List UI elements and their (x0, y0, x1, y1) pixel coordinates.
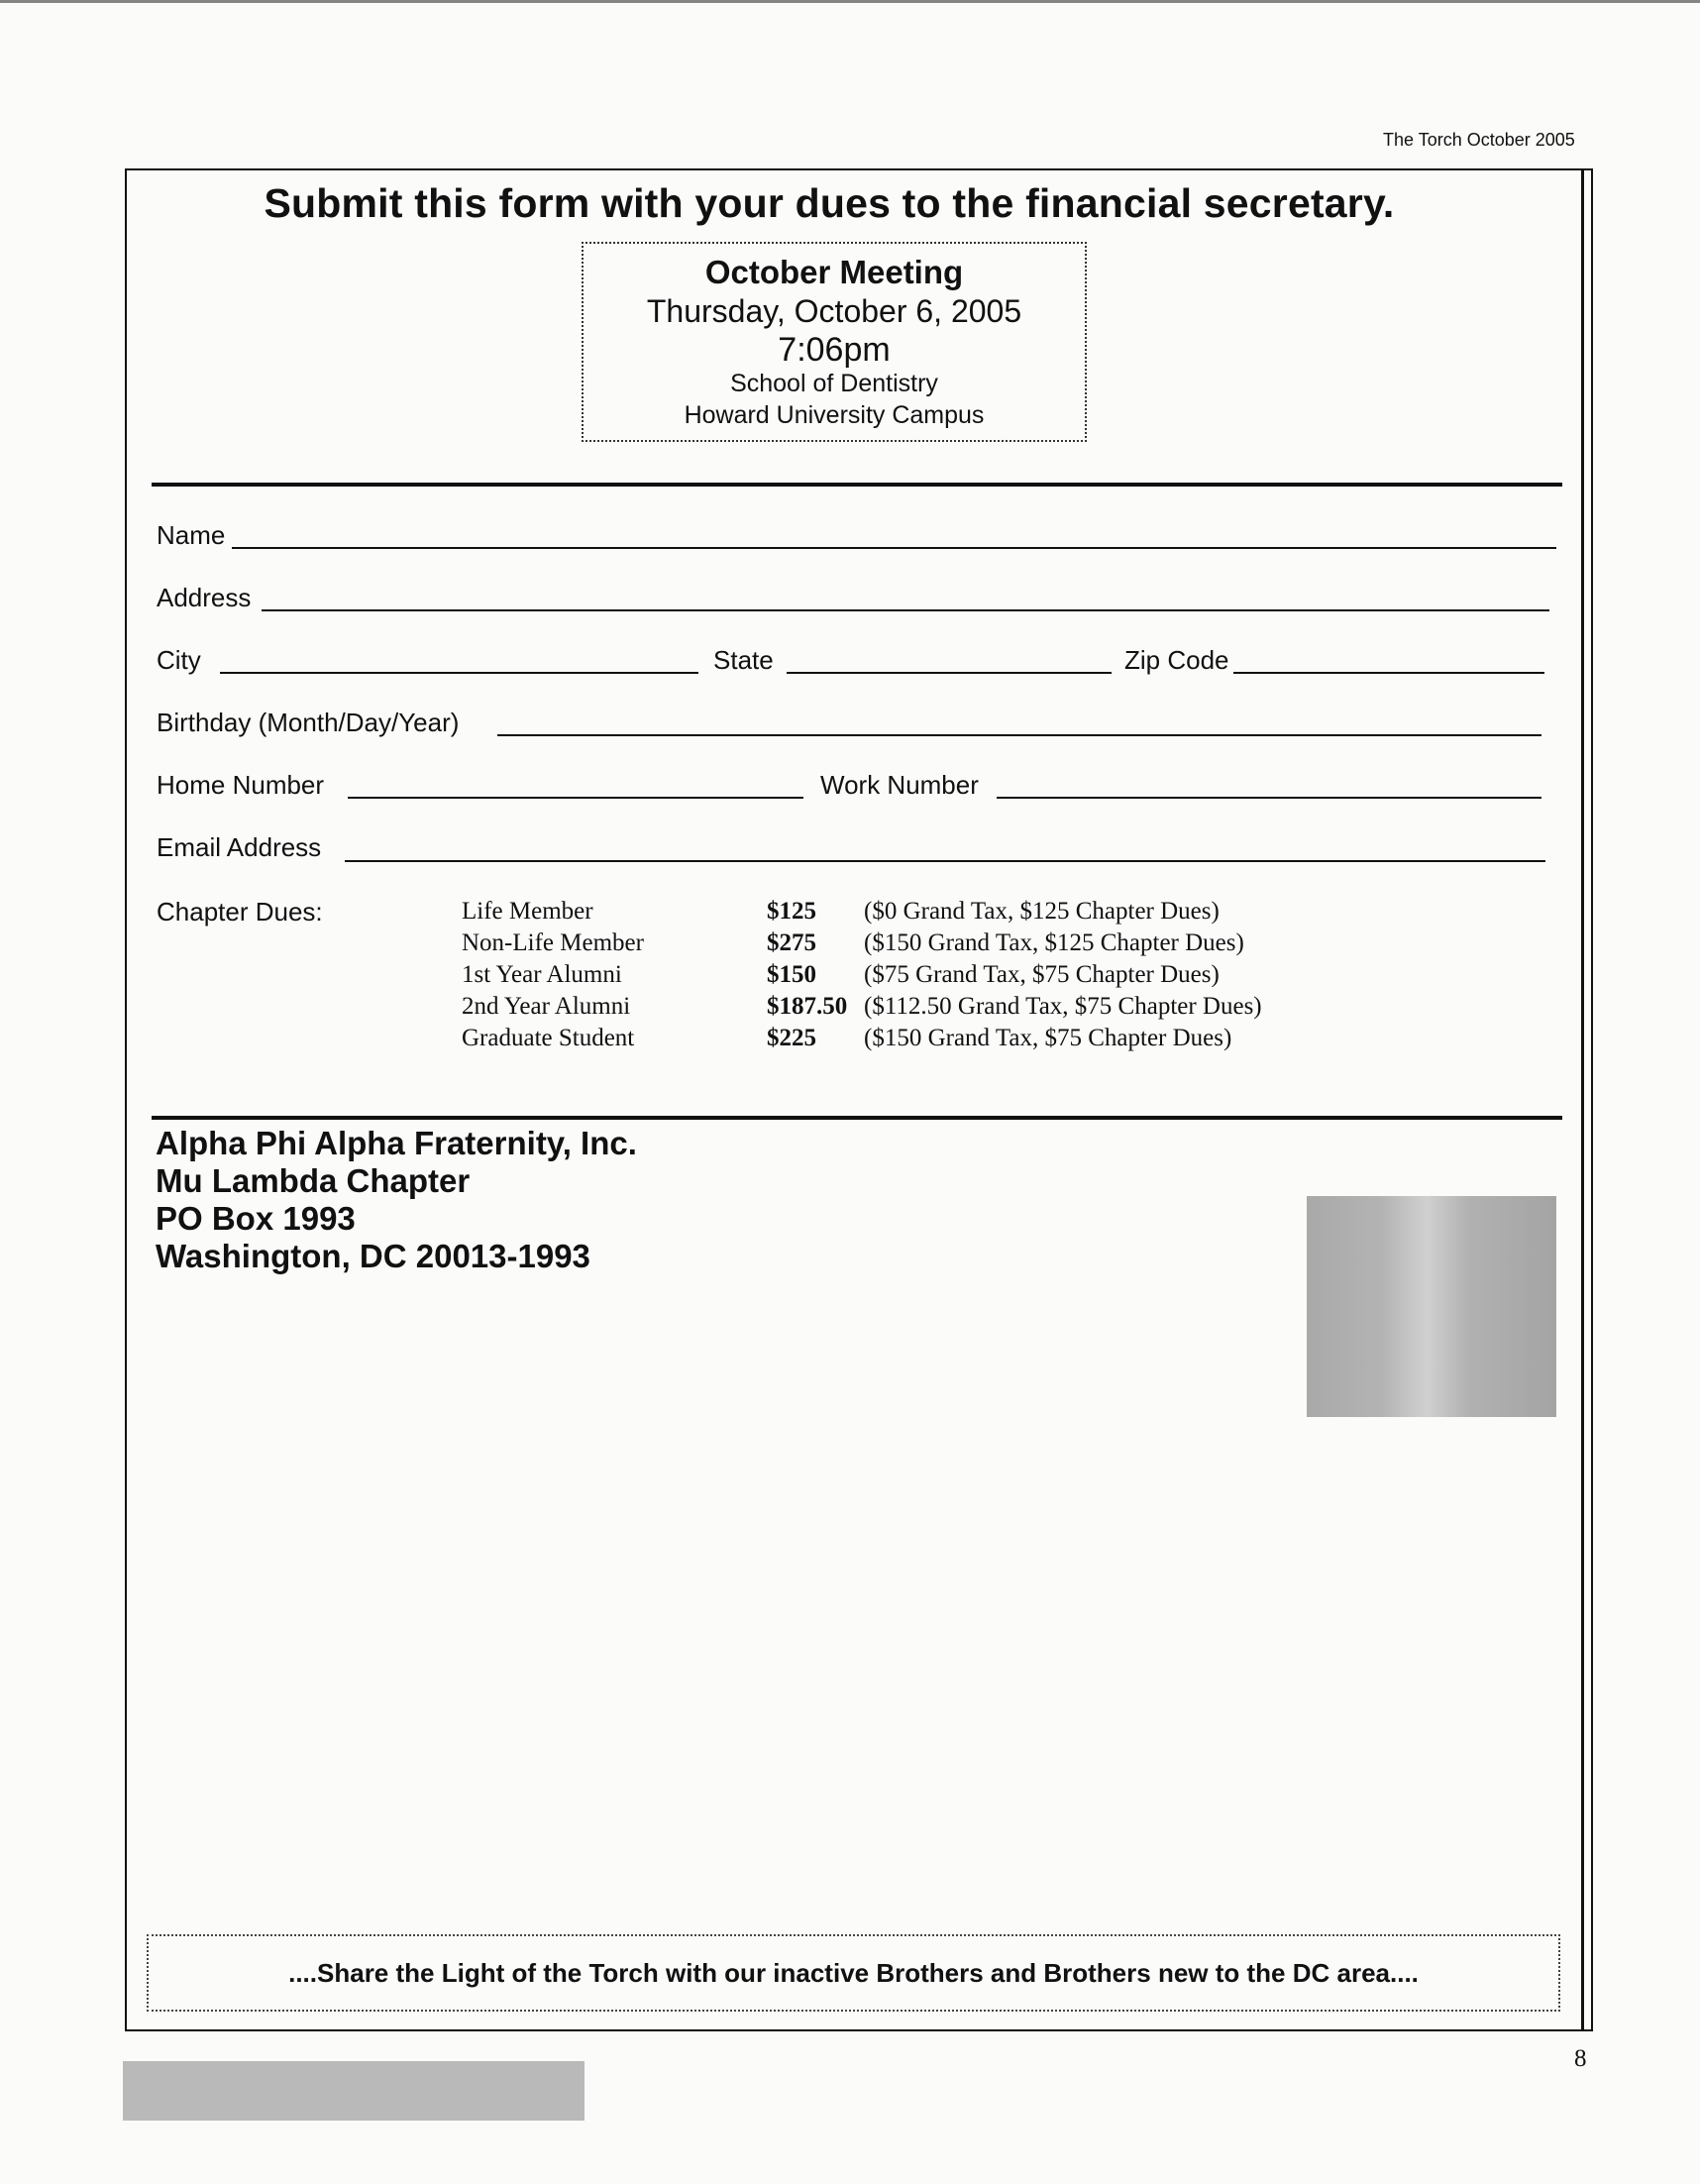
meeting-title: October Meeting (704, 254, 964, 290)
address-label: Address (157, 583, 252, 612)
section-divider-top (152, 483, 1562, 487)
frame-right-border (1581, 170, 1584, 2029)
dues-category: 1st Year Alumni (462, 961, 622, 988)
dues-amount: $187.50 (767, 993, 848, 1020)
city-label: City (157, 645, 201, 675)
section-divider-bottom (152, 1116, 1562, 1120)
mailing-po-box: PO Box 1993 (156, 1200, 356, 1237)
mailing-label-area (1307, 1196, 1556, 1417)
state-label: State (713, 645, 774, 675)
birthday-field[interactable] (497, 734, 1541, 736)
work-number-label: Work Number (820, 770, 979, 800)
dues-breakdown: ($0 Grand Tax, $125 Chapter Dues) (864, 898, 1220, 925)
footer-banner (147, 1934, 1560, 2012)
zip-code-label: Zip Code (1124, 645, 1229, 675)
home-number-label: Home Number (157, 770, 325, 800)
dues-amount: $150 (767, 961, 816, 988)
meeting-date: Thursday, October 6, 2005 (646, 293, 1022, 329)
scan-gray-patch (123, 2061, 584, 2121)
meeting-info-box (582, 242, 1087, 442)
name-field[interactable] (232, 547, 1556, 549)
dues-amount: $275 (767, 929, 816, 956)
state-field[interactable] (787, 672, 1112, 674)
dues-category: 2nd Year Alumni (462, 993, 631, 1020)
meeting-campus: Howard University Campus (684, 401, 985, 429)
dues-breakdown: ($112.50 Grand Tax, $75 Chapter Dues) (864, 993, 1262, 1020)
dues-category: Life Member (462, 898, 593, 925)
dues-category: Non-Life Member (462, 929, 644, 956)
dues-breakdown: ($150 Grand Tax, $75 Chapter Dues) (864, 1025, 1232, 1051)
dues-breakdown: ($150 Grand Tax, $125 Chapter Dues) (864, 929, 1244, 956)
city-field[interactable] (220, 672, 698, 674)
work-number-field[interactable] (997, 797, 1541, 799)
name-label: Name (157, 520, 226, 550)
email-label: Email Address (157, 832, 322, 862)
home-number-field[interactable] (348, 797, 803, 799)
dues-breakdown: ($75 Grand Tax, $75 Chapter Dues) (864, 961, 1220, 988)
scan-edge-line (0, 0, 1700, 3)
page-number: 8 (1574, 2045, 1587, 2072)
dues-amount: $125 (767, 898, 816, 925)
dues-amount: $225 (767, 1025, 816, 1051)
address-field[interactable] (262, 609, 1549, 611)
page-title: Submit this form with your dues to the financial secretary. (264, 180, 1395, 226)
email-field[interactable] (345, 860, 1545, 862)
meeting-place: School of Dentistry (730, 370, 938, 397)
form-frame (125, 168, 1593, 2031)
dues-category: Graduate Student (462, 1025, 635, 1051)
publication-header: The Torch October 2005 (1383, 130, 1575, 150)
meeting-time: 7:06pm (778, 331, 891, 369)
mailing-chapter: Mu Lambda Chapter (156, 1162, 471, 1199)
zip-code-field[interactable] (1233, 672, 1544, 674)
footer-tagline: ....Share the Light of the Torch with our inactive Brothers and Brothers new to the DC area.... (288, 1958, 1419, 1988)
mailing-city-zip: Washington, DC 20013-1993 (156, 1238, 590, 1274)
chapter-dues-label: Chapter Dues: (157, 897, 323, 927)
birthday-label: Birthday (Month/Day/Year) (157, 708, 460, 737)
mailing-org: Alpha Phi Alpha Fraternity, Inc. (156, 1125, 637, 1161)
